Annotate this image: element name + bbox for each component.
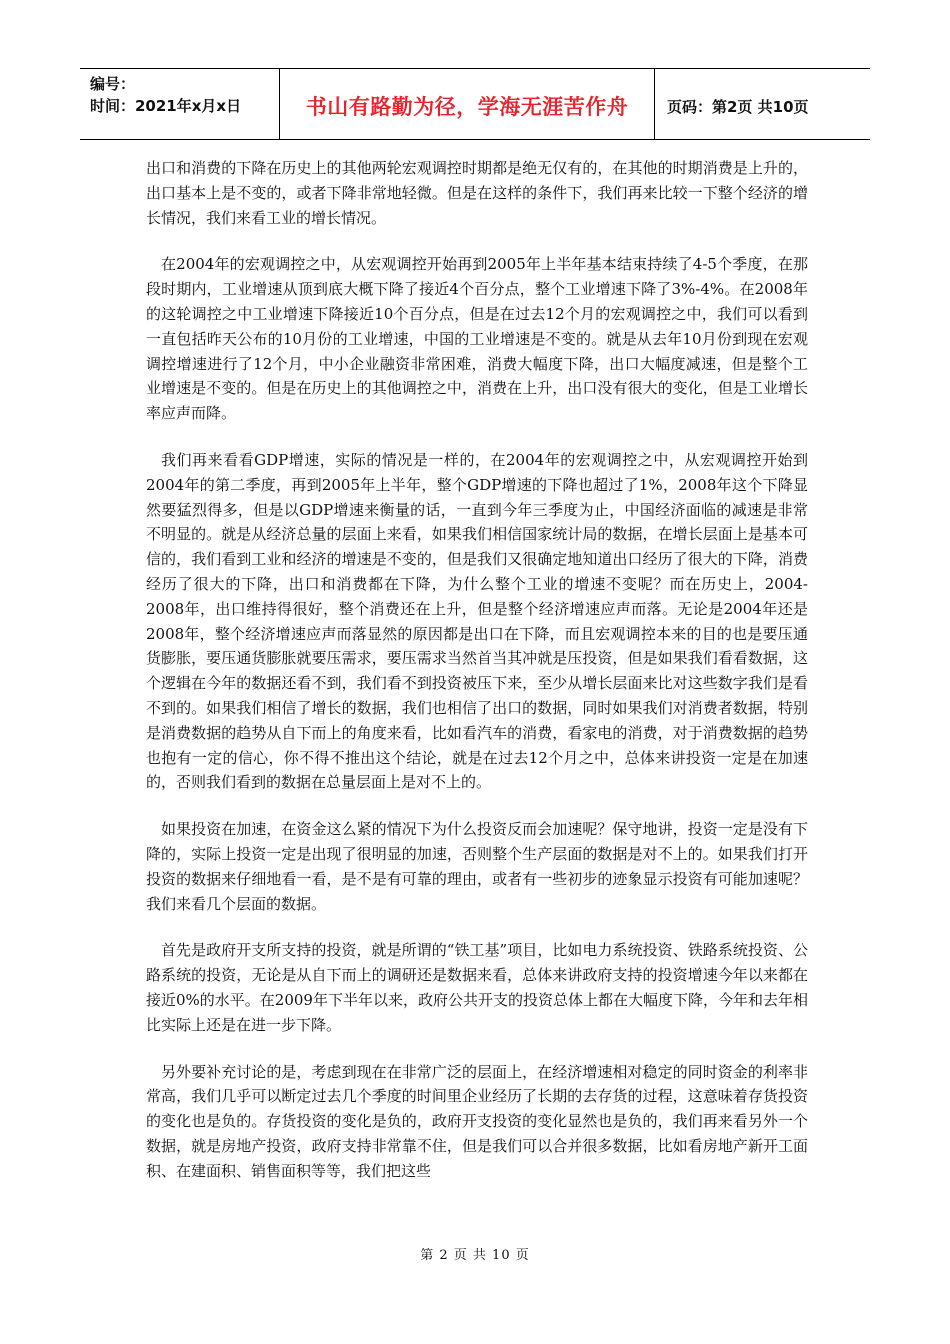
paragraph: 如果投资在加速，在资金这么紧的情况下为什么投资反而会加速呢？保守地讲，投资一定是没有下降的，实际上投资一定是出现了很明显的加速，否则整个生产层面的数据是对不上的。如果我们打开投资的数据来仔细地看一看，是不是有可靠的理由，或者有一些初步的迹象显示投资有可能加速呢？我们来看几个层面的数据。 — [146, 820, 808, 913]
page-header — [80, 68, 870, 140]
paragraph: 在2004年的宏观调控之中，从宏观调控开始再到2005年上半年基本结束持续了4-5个季度，在那段时期内，工业增速从顶到底大概下降了接近4个百分点，整个工业增速下降了3%-4%。在2008年的这轮调控之中工业增速下降接近10个百分点，但是在过去12个月的宏观调控之中，我们可以看到一直包括昨天公布的10月份的工业增速，中国的工业增速是不变的。就是从去年10月份到现在宏观调控增速进行了12个月，中小企业融资非常困难，消费大幅度下降，出口大幅度减速，但是整个工业增速是不变的。但是在历史上的其他调控之中，消费在上升，出口没有很大的变化，但是工业增长率应声而降。 — [146, 255, 808, 423]
page-footer: 第 2 页 共 10 页 — [420, 1248, 530, 1263]
header-motto: 书山有路勤为径，学海无涯苦作舟 — [280, 69, 655, 139]
paragraph: 出口和消费的下降在历史上的其他两轮宏观调控时期都是绝无仅有的，在其他的时期消费是上升的，出口基本上是不变的，或者下降非常地轻微。但是在这样的条件下，我们再来比较一下整个经济的增长情况，我们来看工业的增长情况。 — [146, 159, 808, 227]
header-page-info: 页码：第2页 共10页 — [667, 97, 809, 116]
paragraph: 首先是政府开支所支持的投资，就是所谓的“铁工基”项目，比如电力系统投资、铁路系统投资、公路系统的投资，无论是从自下而上的调研还是数据来看，总体来讲政府支持的投资增速今年以来都在接近0%的水平。在2009年下半年以来，政府公共开支的投资总体上都在大幅度下降，今年和去年相比实际上还是在进一步下降。 — [146, 941, 808, 1034]
document-date: 时间：2021年x月x日 — [90, 97, 242, 115]
paragraph: 另外要补充讨论的是，考虑到现在在非常广泛的层面上，在经济增速相对稳定的同时资金的利率非常高，我们几乎可以断定过去几个季度的时间里企业经历了长期的去存货的过程，这意味着存货投资的变化也是负的。存货投资的变化是负的，政府开支投资的变化显然也是负的，我们再来看另外一个数据，就是房地产投资，政府支持非常靠不住，但是我们可以合并很多数据，比如看房地产新开工面积、在建面积、销售面积等等，我们把这些 — [146, 1062, 808, 1180]
document-body — [146, 156, 808, 1205]
header-meta-cell — [80, 69, 280, 139]
paragraph: 我们再来看看GDP增速，实际的情况是一样的，在2004年的宏观调控之中，从宏观调控开始到2004年的第二季度，再到2005年上半年，整个GDP增速的下降也超过了1%，2008年这个下降显然要猛烈得多，但是以GDP增速来衡量的话，一直到今年三季度为止，中国经济面临的减速是非常不明显的。就是从经济总量的层面上来看，如果我们相信国家统计局的数据，在增长层面上是基本可信的，我们看到工业和经济的增速是不变的，但是我们又很确定地知道出口经历了很大的下降，消费经历了很大的下降，出口和消费都在下降，为什么整个工业的增速不变呢？而在历史上，2004-2008年，出口维持得很好，整个消费还在上升，但是整个经济增速应声而落。无论是2004年还是2008年，整个经济增速应声而落显然的原因都是出口在下降，而且宏观调控本来的目的也是要压通货膨胀，要压通货膨胀就要压需求，要压需求当然首当其冲就是压投资，但是如果我们看看数据，这个逻辑在今年的数据还看不到，我们看不到投资被压下来，至少从增长层面来比对这些数字我们是看不到的。如果我们相信了增长的数据，我们也相信了出口的数据，同时如果我们对消费者数据，特别是消费数据的趋势从自下而上的角度来看，比如看汽车的消费，看家电的消费，对于消费数据的趋势也抱有一定的信心，你不得不推出这个结论，就是在过去12个月之中，总体来讲投资一定是在加速的，否则我们看到的数据在总量层面上是对不上的。 — [146, 450, 808, 792]
document-number-label: 编号： — [90, 75, 136, 93]
